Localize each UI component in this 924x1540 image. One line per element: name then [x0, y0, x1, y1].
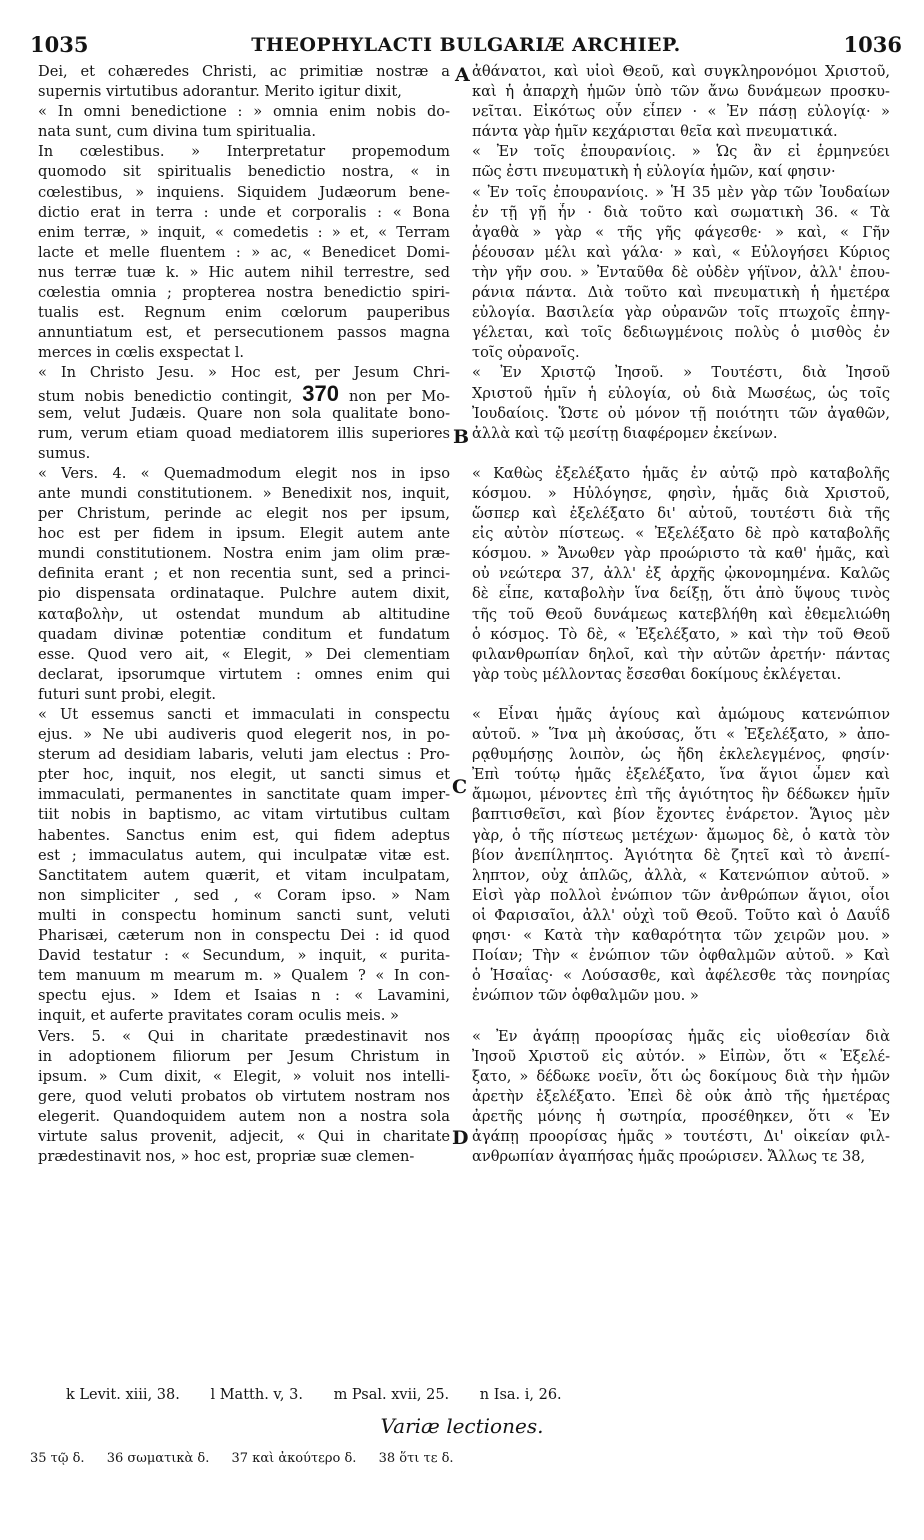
variant-reading: 38 ὅτι τε δ.: [378, 1451, 454, 1466]
greek-text-line: Ἐπὶ τούτῳ ἡμᾶς ἐξελέξατο, ἵνα ἅγιοι ὦμεν καὶ: [472, 766, 890, 784]
greek-text-line: ἀλλὰ καὶ τῷ μεσίτῃ διαφέρομεν ἐκείνων.: [472, 424, 778, 442]
greek-text-line: τῆς τοῦ Θεοῦ δυνάμεως κατεβλήθη καὶ ἐθεμελιώθη: [472, 605, 890, 623]
greek-text-line: « Εἶναι ἡμᾶς ἁγίους καὶ ἀμώμους κατενώπιον: [472, 706, 890, 723]
paragraph-gap: [472, 1006, 890, 1026]
latin-text-line: ipsum. » Cum dixit, « Elegit, » voluit nos intelli-: [38, 1067, 450, 1085]
latin-text-line: hoc est per fidem in ipsum. Elegit autem ante: [38, 525, 450, 543]
greek-text-line: « Ἐν τοῖς ἐπουρανίοις. » Ὡς ἂν εἰ ἑρμηνεύει: [472, 143, 890, 161]
greek-text-line: οἱ Φαρισαῖοι, ἀλλ' οὐχὶ τοῦ Θεοῦ. Τοῦτο καὶ ὁ Δαυΐδ: [472, 906, 890, 924]
greek-text-line: ἐν τῇ γῇ ἦν · διὰ τοῦτο καὶ σωματικὴ 36. « Τὰ: [472, 203, 890, 221]
latin-text-line: non simpliciter , sed , « Coram ipso. » Nam: [38, 886, 450, 904]
greek-text-line: φιλανθρωπίαν δηλοῖ, καὶ τὴν αὐτῶν ἀρετήν· πάντας: [472, 645, 890, 663]
greek-text-line: ῥέουσαν μέλι καὶ γάλα· » καὶ, « Εὐλογήσει Κύριος: [472, 243, 890, 261]
latin-text-line: stum nobis benedictio contingit, 370 non per Mo-: [38, 384, 450, 404]
latin-text-line: nata sunt, cum divina tum spiritualia.: [38, 123, 316, 141]
greek-text-line: Εἰσὶ γὰρ πολλοὶ ἐνώπιον τῶν ἀνθρώπων ἅγιοι, οἷοι: [472, 886, 890, 904]
greek-text-line: « Ἐν Χριστῷ Ἰησοῦ. » Τουτέστι, διὰ Ἰησοῦ: [472, 364, 890, 382]
latin-text-line: cœlestia omnia ; propterea nostra benedictio spiri-: [38, 284, 450, 302]
latin-text-line: quomodo sit spiritualis benedictio nostra, « in: [38, 163, 450, 181]
column-number: 370: [302, 383, 340, 404]
greek-text-line: « Ἐν τοῖς ἐπουρανίοις. » Ἡ 35 μὲν γὰρ τῶν Ἰουδαίων: [472, 183, 890, 201]
greek-text-line: ἀρετῆς μόνης ἡ σωτηρία, προσέθηκεν, ὅτι « Ἐν: [472, 1107, 890, 1125]
greek-text-line: ὥσπερ καὶ ἐξελέξατο δι' αὐτοῦ, τουτέστι διὰ τῆς: [472, 505, 890, 523]
latin-text-line: rum, verum etiam quoad mediatorem illis superiores: [38, 424, 450, 442]
greek-text-line: ὁ Ἡσαΐας· « Λούσασθε, καὶ ἀφέλεσθε τὰς πονηρίας: [472, 967, 890, 985]
latin-text-line: David testatur : « Secundum, » inquit, « purita-: [38, 947, 450, 965]
greek-text-line: ληπτον, οὐχ ἁπλῶς, ἀλλὰ, « Κατενώπιον αὐτοῦ. »: [472, 866, 890, 884]
greek-text-line: εὐλογία. Βασιλεία γὰρ οὐρανῶν τοῖς πτωχοῖς ἐπηγ-: [472, 304, 890, 322]
greek-column: [472, 62, 890, 1167]
latin-text-line: quadam divinæ potentiæ conditum et fundatum: [38, 625, 450, 643]
variae-lectiones-heading: Variæ lectiones.: [380, 1414, 544, 1438]
latin-text-line: gere, quod veluti probatos ob virtutem nostram nos: [38, 1087, 450, 1105]
latin-text-line: per Christum, perinde ac elegit nos per ipsum,: [38, 505, 450, 523]
latin-text-line: sterum ad desidiam labaris, veluti jam electus : Pro-: [38, 746, 450, 764]
greek-text-line: γὰρ τοὺς μέλλοντας ἔσεσθαι δοκίμους ἐκλέγεται.: [472, 665, 842, 683]
greek-text-line: γὰρ, ὁ τῆς πίστεως μετέχων· ἄμωμος δὲ, ὁ κατὰ τὸν: [472, 826, 890, 844]
latin-text-line: tiit nobis in baptismo, ac vitam virtutibus cultam: [38, 806, 450, 824]
greek-text-line: ἀρετὴν ἐξελέξατο. Ἐπεὶ δὲ οὐκ ἀπὸ τῆς ἡμετέρας: [472, 1087, 890, 1105]
latin-text-line: Vers. 5. « Qui in charitate prædestinavit nos: [38, 1027, 450, 1045]
latin-text-line: annuntiatum est, et persecutionem passos magna: [38, 324, 450, 342]
latin-text-line: declarat, ipsorumque virtutem : omnes enim qui: [38, 665, 450, 683]
latin-text-line: sem, velut Judæis. Quare non sola qualitate bono-: [38, 404, 450, 422]
greek-text-line: ἀγάπῃ προορίσας ἡμᾶς » τουτέστι, Δι' οἰκείαν φιλ-: [472, 1127, 890, 1145]
latin-text-line: nus terræ tuæ k. » Hic autem nihil terrestre, sed: [38, 263, 450, 281]
latin-text-line: cœlestibus, » inquiens. Siquidem Judæorum bene-: [38, 183, 450, 201]
page-header: [30, 32, 902, 62]
marginal-letter-c: C: [452, 776, 468, 798]
latin-text-line: In cœlestibus. » Interpretatur propemodum: [38, 143, 450, 161]
greek-text-line: κόσμου. » Ἄνωθεν γὰρ προώριστο τὰ καθ' ἡμᾶς, καὶ: [472, 545, 890, 563]
greek-text-line: πάντα γὰρ ἡμῖν κεχάρισται θεῖα καὶ πνευματικά.: [472, 123, 838, 141]
greek-text-line: « Ἐν ἀγάπῃ προορίσας ἡμᾶς εἰς υἱοθεσίαν διὰ: [472, 1027, 890, 1045]
latin-text-line: supernis virtutibus adorantur. Merito igitur dixit,: [38, 83, 402, 101]
greek-text-line: βαπτισθεῖσι, καὶ βίον ἔχοντες ἐνάρετον. Ἅγιος μὲν: [472, 806, 890, 824]
latin-text-line: inquit, et auferte pravitates coram oculis meis. »: [38, 1007, 399, 1025]
greek-text-line: γέλεται, καὶ τοῖς δεδιωγμένοις πολὺς ὁ μισθὸς ἐν: [472, 324, 890, 342]
latin-text-line: habentes. Sanctus enim est, qui fidem adeptus: [38, 826, 450, 844]
latin-text-line: pio dispensata ordinataque. Pulchre autem dixit,: [38, 585, 450, 603]
latin-text-line: Sanctitatem autem quærit, et vitam inculpatam,: [38, 866, 450, 884]
greek-text-line: ξατο, » δέδωκε νοεῖν, ὅτι ὡς δοκίμους διὰ τὴν ἡμῶν: [472, 1067, 890, 1085]
greek-text-line: ὁ κόσμος. Τὸ δὲ, « Ἐξελέξατο, » καὶ τὴν τοῦ Θεοῦ: [472, 625, 890, 643]
greek-text-line: Ἰουδαίοις. Ὥστε οὐ μόνον τῇ ποιότητι τῶν ἀγαθῶν,: [472, 404, 890, 422]
latin-text-line: sumus.: [38, 444, 91, 462]
latin-text-line: tualis est. Regnum enim cœlorum pauperibus: [38, 304, 450, 322]
latin-text-line: « In Christo Jesu. » Hoc est, per Jesum Chri-: [38, 364, 450, 382]
greek-text-line: βίον ἀνεπίληπτος. Ἁγιότητα δὲ ζητεῖ καὶ τὸ ἀνεπί-: [472, 846, 890, 864]
footnote: m Psal. xvii, 25.: [333, 1387, 450, 1403]
latin-text-line: ejus. » Ne ubi audiveris quod elegerit nos, in po-: [38, 726, 450, 744]
latin-text-line: merces in cœlis exspectat l.: [38, 344, 245, 362]
latin-text-line: prædestinavit nos, » hoc est, propriæ suæ clemen-: [38, 1148, 415, 1166]
latin-text-line: definita erant ; et non recentia sunt, sed a princi-: [38, 565, 450, 583]
latin-text-line: « In omni benedictione : » omnia enim nobis do-: [38, 103, 450, 121]
greek-text-line: ἄμωμοι, μένοντες ἐπὶ τῆς ἁγιότητος ἣν δέδωκεν ἡμῖν: [472, 786, 890, 804]
latin-text-line: « Vers. 4. « Quemadmodum elegit nos in ipso: [38, 464, 450, 482]
greek-text-line: Χριστοῦ ἡμῖν ἡ εὐλογία, οὐ διὰ Μωσέως, ὡς τοῖς: [472, 384, 890, 402]
variant-reading: 37 καὶ ἀκούτερο δ.: [231, 1451, 357, 1466]
latin-text-line: Pharisæi, cæterum non in conspectu Dei : id quod: [38, 927, 450, 945]
latin-text-line: « Ut essemus sancti et immaculati in conspectu: [38, 706, 450, 723]
marginal-letter-d: D: [452, 1127, 469, 1149]
greek-text-line: τὴν γῆν σου. » Ἐνταῦθα δὲ οὐδὲν γήϊνον, ἀλλ' ἐπου-: [472, 263, 890, 281]
latin-text-line: futuri sunt probi, elegit.: [38, 685, 216, 703]
latin-text-line: virtute salus provenit, adjecit, « Qui in charitate: [38, 1127, 450, 1145]
greek-text-line: ἐνώπιον τῶν ὀφθαλμῶν μου. »: [472, 987, 699, 1005]
latin-text-line: ante mundi constitutionem. » Benedixit nos, inquit,: [38, 484, 450, 502]
greek-text-line: καὶ ἡ ἀπαρχὴ ἡμῶν ὑπὸ τῶν ἄνω δυνάμεων προσκυ-: [472, 83, 890, 101]
paragraph-gap: [472, 685, 890, 705]
latin-text-line: dictio erat in terra : unde et corporalis : « Bona: [38, 203, 450, 221]
marginal-letter-b: B: [453, 426, 470, 448]
greek-text-line: ανθρωπίαν ἀγαπήσας ἡμᾶς προώρισεν. Ἄλλως τε 38,: [472, 1148, 866, 1166]
footnote: l Matth. v, 3.: [210, 1387, 303, 1403]
greek-text-line: κόσμου. » Ηὐλόγησε, φησὶν, ἡμᾶς διὰ Χριστοῦ,: [472, 484, 890, 502]
running-title: THEOPHYLACTI BULGARIÆ ARCHIEP.: [251, 34, 681, 56]
greek-text-line: πῶς ἐστι πνευματικὴ ἡ εὐλογία ἡμῶν, καί φησιν·: [472, 163, 836, 181]
latin-text-line: pter hoc, inquit, nos elegit, ut sancti simus et: [38, 766, 450, 784]
greek-text-line: αὐτοῦ. » Ἵνα μὴ ἀκούσας, ὅτι « Ἐξελέξατο, » ἀπο-: [472, 726, 890, 744]
page-number-left: 1035: [30, 32, 89, 57]
greek-text-line: ἀθάνατοι, καὶ υἱοὶ Θεοῦ, καὶ συγκληρονόμοι Χριστοῦ,: [472, 63, 890, 80]
greek-text-line: Ἰησοῦ Χριστοῦ εἰς αὐτόν. » Εἰπὼν, ὅτι « Ἐξελέ-: [472, 1047, 890, 1065]
latin-text-line: esse. Quod vero ait, « Elegit, » Dei clementiam: [38, 645, 450, 663]
latin-text-line: tem manuum m mearum m. » Qualem ? « In con-: [38, 967, 450, 985]
greek-text-line: νεῖται. Εἰκότως οὖν εἶπεν · « Ἐν πάσῃ εὐλογίᾳ· »: [472, 103, 890, 121]
greek-text-line: δὲ εἶπε, καταβολὴν ἵνα δείξῃ, ὅτι ἀπὸ ὕψους τινὸς: [472, 585, 890, 603]
latin-text-line: mundi constitutionem. Nostra enim jam olim præ-: [38, 545, 450, 563]
variant-reading: 36 σωματικὰ δ.: [106, 1451, 210, 1466]
variant-reading: 35 τῷ δ.: [30, 1451, 85, 1466]
footnotes: [66, 1387, 588, 1403]
latin-text-line: immaculati, permanentes in sanctitate quam imper-: [38, 786, 450, 804]
greek-text-line: τοῖς οὐρανοῖς.: [472, 344, 580, 362]
greek-text-line: ρᾳθυμήσῃς λοιπὸν, ὡς ἤδη ἐκλελεγμένος, φησίν·: [472, 746, 890, 764]
latin-text-line: in adoptionem filiorum per Jesum Christum in: [38, 1047, 450, 1065]
marginal-letter-a: A: [455, 64, 470, 86]
greek-text-line: οὐ νεώτερα 37, ἀλλ' ἐξ ἀρχῆς ᾠκονομημένα. Καλῶς: [472, 565, 890, 583]
greek-text-line: φησι· « Κατὰ τὴν καθαρότητα τῶν χειρῶν μου. »: [472, 927, 890, 945]
page-number-right: 1036: [843, 32, 902, 57]
latin-text-line: enim terræ, » inquit, « comedetis : » et, « Terram: [38, 223, 450, 241]
latin-text-line: Dei, et cohæredes Christi, ac primitiæ nostræ a: [38, 63, 450, 80]
latin-text-line: spectu ejus. » Idem et Isaias n : « Lavamini,: [38, 987, 450, 1005]
paragraph-gap: [472, 444, 890, 464]
variant-readings: [30, 1451, 472, 1466]
latin-text-line: multi in conspectu hominum sancti sunt, veluti: [38, 906, 450, 924]
greek-text-line: ἀγαθὰ » γὰρ « τῆς γῆς φάγεσθε· » καὶ, « Γῆν: [472, 223, 890, 241]
footnote: k Levit. xiii, 38.: [66, 1387, 180, 1403]
footnote: n Isa. i, 26.: [479, 1387, 562, 1403]
greek-text-line: ράνια πάντα. Διὰ τοῦτο καὶ πνευματικὴ ἡ ἡμετέρα: [472, 284, 890, 302]
greek-text-line: εἰς αὐτὸν πίστεως. « Ἐξελέξατο δὲ πρὸ καταβολῆς: [472, 525, 890, 543]
greek-text-line: « Καθὼς ἐξελέξατο ἡμᾶς ἐν αὐτῷ πρὸ καταβολῆς: [472, 464, 890, 482]
latin-text-line: lacte et melle fluentem : » ac, « Benedicet Domi-: [38, 243, 450, 261]
latin-text-line: est ; immaculatus autem, qui inculpatæ vitæ est.: [38, 846, 450, 864]
latin-text-line: καταβολὴν, ut ostendat mundum ab altitudine: [38, 605, 450, 623]
latin-column: [38, 62, 450, 1167]
latin-text-line: elegerit. Quandoquidem autem non a nostra sola: [38, 1107, 450, 1125]
greek-text-line: Ποίαν; Τὴν « ἐνώπιον τῶν ὀφθαλμῶν αὐτοῦ. » Καὶ: [472, 947, 890, 965]
